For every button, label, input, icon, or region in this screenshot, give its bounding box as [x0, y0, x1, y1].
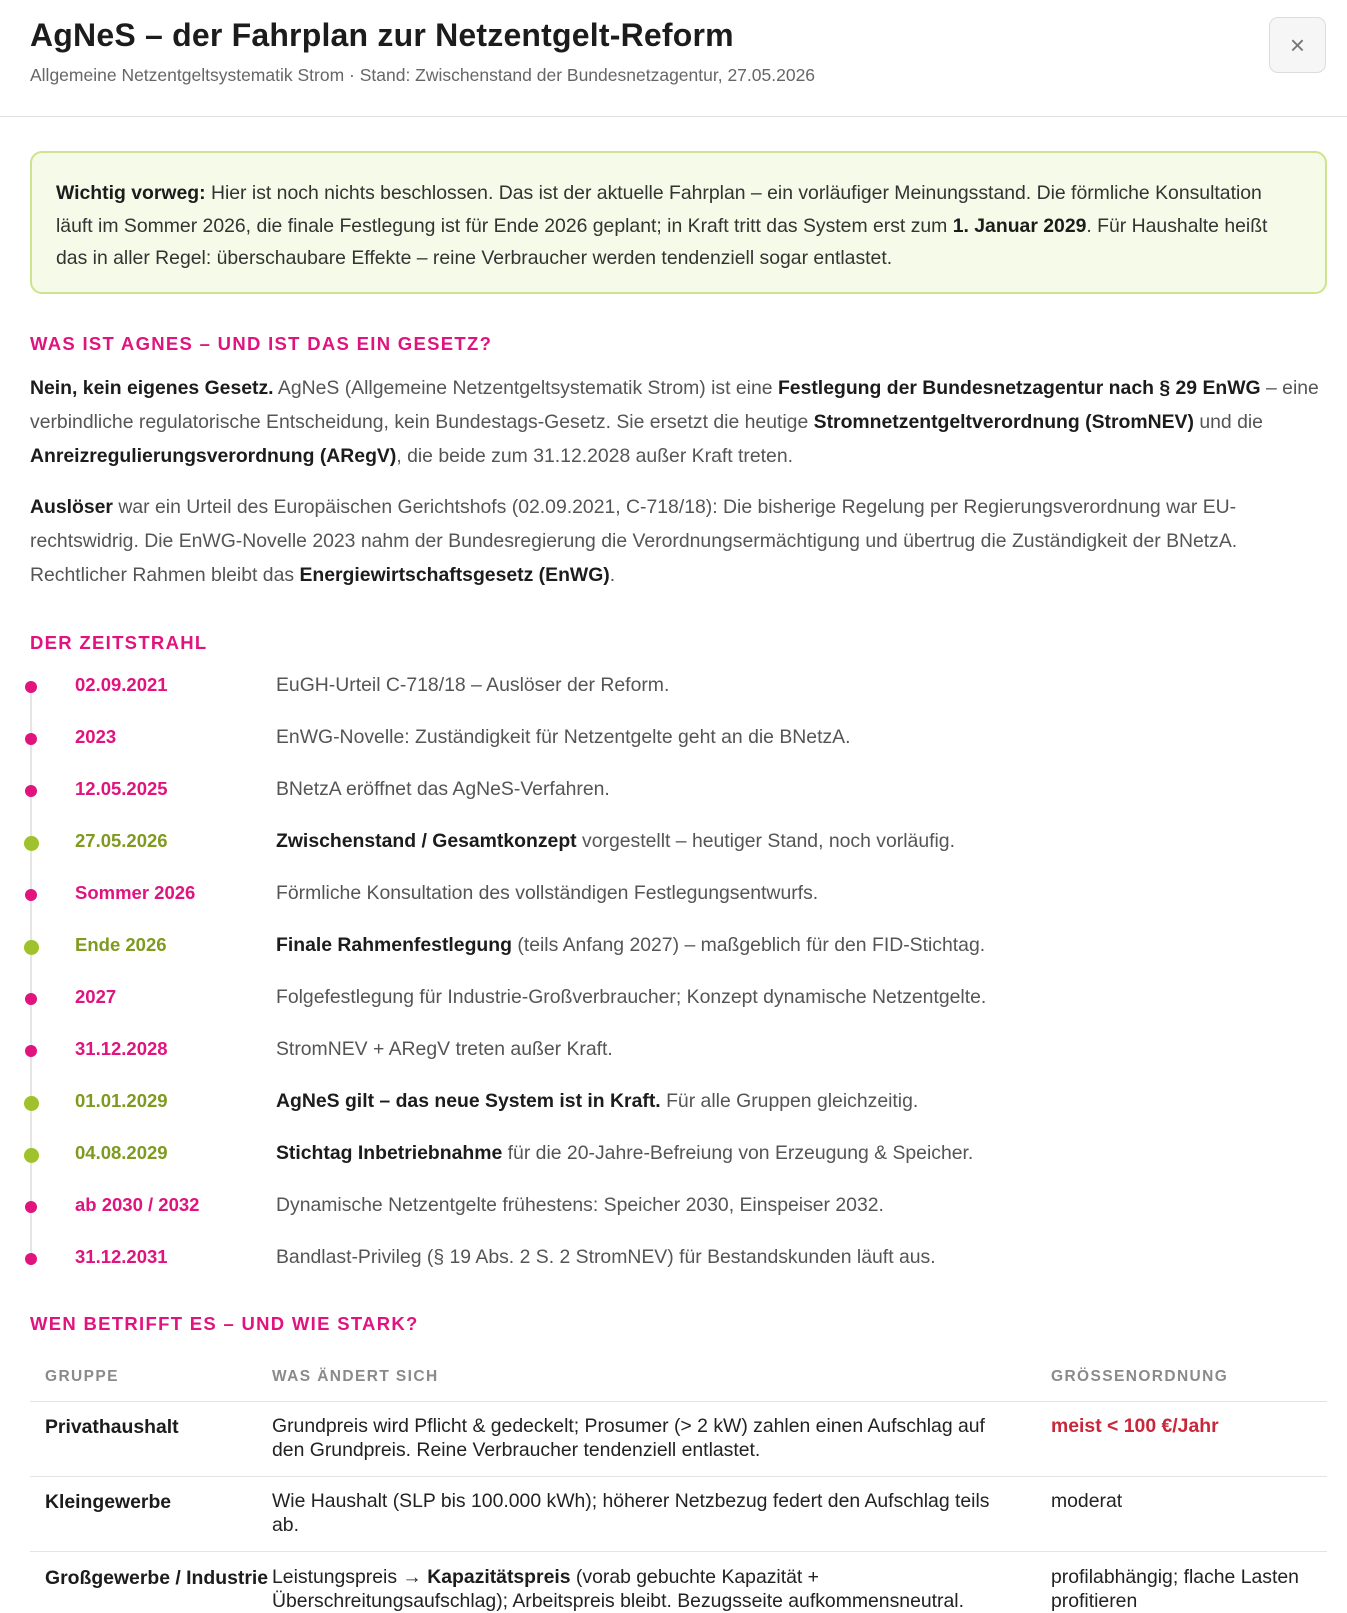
timeline-text: [276, 1142, 973, 1165]
table-row-group: Kleingewerbe: [45, 1491, 172, 1513]
timeline-date: 31.12.2028: [75, 1038, 168, 1059]
para1-bold-2: Festlegung der Bundesnetzagentur nach § 29 EnWG: [777, 377, 1261, 399]
table-divider: [30, 1401, 1327, 1402]
timeline-dot-icon: [25, 889, 37, 901]
table-divider: [30, 1476, 1327, 1477]
timeline-dot-icon: [25, 681, 37, 693]
dialog-header: [0, 0, 1347, 117]
timeline-text-body: EnWG-Novelle: Zuständigkeit für Netzentgelte geht an die BNetzA.: [276, 726, 851, 748]
timeline-text-body: vorgestellt – heutiger Stand, noch vorläufig.: [576, 830, 955, 852]
timeline-item: [0, 983, 1347, 1013]
timeline-dot-icon: [25, 993, 37, 1005]
timeline-dot-icon: [25, 785, 37, 797]
para1-text-4: , die beide zum 31.12.2028 außer Kraft treten.: [396, 445, 793, 467]
timeline-dot-icon: [25, 1201, 37, 1213]
timeline-date: ab 2030 / 2032: [75, 1194, 200, 1215]
timeline-date: 12.05.2025: [75, 778, 168, 799]
timeline-item: [0, 1191, 1347, 1221]
notice-lead: Wichtig vorweg:: [56, 182, 206, 204]
timeline-date: 27.05.2026: [75, 830, 168, 851]
timeline-text-body: (teils Anfang 2027) – maßgeblich für den FID-Stichtag.: [511, 934, 986, 956]
timeline-text: [276, 934, 985, 957]
para1-bold-4: Anreizregulierungsverordnung (ARegV): [30, 445, 397, 467]
table-row-group: Großgewerbe / Industrie: [45, 1567, 269, 1589]
timeline-item: [0, 879, 1347, 909]
table-row-change: Wie Haushalt (SLP bis 100.000 kWh); höherer Netzbezug federt den Aufschlag teils ab.: [272, 1490, 990, 1536]
timeline-text: [276, 778, 610, 801]
table-header-size: GRÖSSENORDNUNG: [1051, 1368, 1229, 1385]
notice-box: [30, 151, 1327, 294]
para1-bold-1: Nein, kein eigenes Gesetz.: [30, 377, 274, 399]
timeline-text-body: StromNEV + ARegV treten außer Kraft.: [276, 1038, 613, 1060]
timeline-text-bold: AgNeS gilt – das neue System ist in Kraft.: [276, 1090, 661, 1112]
page-subtitle: Allgemeine Netzentgeltsystematik Strom · Stand: Zwischenstand der Bundesnetzagentur, 27.05.2026: [30, 65, 816, 85]
timeline-text: [276, 986, 986, 1009]
timeline-line: [30, 686, 32, 1258]
timeline-date: 02.09.2021: [75, 674, 168, 695]
para2-bold-2: Energiewirtschaftsgesetz (EnWG): [299, 564, 610, 586]
timeline-item: [0, 1035, 1347, 1065]
timeline-item: [0, 1087, 1347, 1117]
timeline-dot-icon: [25, 1253, 37, 1265]
timeline-text: [276, 830, 955, 853]
timeline-date: Ende 2026: [75, 934, 167, 955]
timeline-text-body: Dynamische Netzentgelte frühestens: Speicher 2030, Einspeiser 2032.: [276, 1194, 884, 1216]
timeline-text-bold: Stichtag Inbetriebnahme: [276, 1142, 503, 1164]
timeline-text-body: BNetzA eröffnet das AgNeS-Verfahren.: [276, 778, 610, 800]
timeline-dot-icon: [25, 733, 37, 745]
timeline-date: 2027: [75, 986, 117, 1007]
page-title: AgNeS – der Fahrplan zur Netzentgelt-Reform: [30, 17, 734, 53]
para2-bold-1: Auslöser: [30, 496, 113, 518]
section-heading-what-is-agnes: WAS IST AGNES – UND IST DAS EIN GESETZ?: [30, 333, 493, 354]
timeline-text-bold: Zwischenstand / Gesamtkonzept: [276, 830, 577, 852]
para2-text-1: war ein Urteil des Europäischen Gerichtshofs (02.09.2021, C-718/18): Die bisherige Regelung per Regierungsverordnung war EU-rechtswidrig. Die EnWG-Novelle 2023 nahm der Bundesregierung die Verordnungsermächtigung und übertrug die Zuständigkeit der BNetzA. Rechtlicher Rahmen bleibt das: [30, 496, 1238, 586]
timeline-date: 04.08.2029: [75, 1142, 168, 1163]
timeline-dot-icon: [24, 1148, 39, 1163]
para1-text-3: und die: [1193, 411, 1263, 433]
timeline-dot-icon: [24, 940, 39, 955]
timeline-dot-icon: [24, 1096, 39, 1111]
paragraph-not-a-law: [30, 371, 1330, 473]
timeline-date: 31.12.2031: [75, 1246, 168, 1267]
timeline-item: [0, 775, 1347, 805]
timeline-text-body: Folgefestlegung für Industrie-Großverbraucher; Konzept dynamische Netzentgelte.: [276, 986, 987, 1008]
close-button[interactable]: [1269, 17, 1326, 73]
timeline-item: [0, 723, 1347, 753]
timeline-text-bold: Finale Rahmenfestlegung: [276, 934, 512, 956]
timeline-item: [0, 827, 1347, 857]
notice-date: 1. Januar 2029: [952, 214, 1087, 237]
timeline-date: 01.01.2029: [75, 1090, 168, 1111]
timeline-text: [276, 1090, 918, 1113]
table-row-change: Grundpreis wird Pflicht & gedeckelt; Prosumer (> 2 kW) zahlen einen Aufschlag auf den Grundpreis. Reine Verbraucher tendenziell entlastet.: [272, 1415, 985, 1461]
para1-text-1: AgNeS (Allgemeine Netzentgeltsystematik Strom) ist eine: [273, 377, 778, 399]
timeline-text: [276, 1038, 613, 1061]
para2-text-2: .: [609, 564, 616, 586]
timeline-dot-icon: [24, 836, 39, 851]
table-row-size: meist < 100 €/Jahr: [1051, 1415, 1219, 1437]
paragraph-trigger: [30, 490, 1330, 592]
timeline-date: Sommer 2026: [75, 882, 196, 903]
timeline-text-body: für die 20-Jahre-Befreiung von Erzeugung & Speicher.: [502, 1142, 974, 1164]
timeline-text: [276, 1246, 936, 1269]
timeline-date: 2023: [75, 726, 117, 747]
timeline-item: [0, 1139, 1347, 1169]
timeline-item: [0, 671, 1347, 701]
para1-text-2: – eine verbindliche regulatorische Entscheidung, kein Bundestags-Gesetz. Sie ersetzt die heutige: [30, 377, 1319, 433]
notice-text-1: Hier ist noch nichts beschlossen. Das ist der aktuelle Fahrplan – ein vorläufiger Meinungsstand. Die förmliche Konsultation läuft im Sommer 2026, die finale Festlegung ist für Ende 2026 geplant; in Kraft tritt das System erst zum: [56, 182, 1262, 237]
table-row-size: profilabhängig; flache Lasten profitieren: [1051, 1566, 1299, 1612]
section-heading-impact: WEN BETRIFFT ES – UND WIE STARK?: [30, 1313, 419, 1334]
notice-text-2: . Für Haushalte heißt das in aller Regel: überschaubare Effekte – reine Verbraucher werden tendenziell sogar entlastet.: [56, 214, 1268, 269]
timeline-text-body: Bandlast-Privileg (§ 19 Abs. 2 S. 2 StromNEV) für Bestandskunden läuft aus.: [276, 1246, 936, 1268]
section-heading-timeline: DER ZEITSTRAHL: [30, 632, 208, 653]
table-divider: [30, 1551, 1327, 1552]
para1-bold-3: Stromnetzentgeltverordnung (StromNEV): [813, 411, 1194, 433]
timeline-item: [0, 931, 1347, 961]
table-header-group: GRUPPE: [45, 1368, 119, 1385]
table-row-group: Privathaushalt: [45, 1416, 179, 1438]
timeline-text: [276, 882, 818, 905]
timeline-text: [276, 674, 669, 697]
timeline-text-body: EuGH-Urteil C-718/18 – Auslöser der Reform.: [276, 674, 670, 696]
timeline-text-body: Förmliche Konsultation des vollständigen Festlegungsentwurfs.: [276, 882, 819, 904]
timeline-text: [276, 726, 850, 749]
timeline-text: [276, 1194, 884, 1217]
timeline-dot-icon: [25, 1045, 37, 1057]
timeline-item: [0, 1243, 1347, 1273]
table-row-change: Leistungspreis → Kapazitätspreis (vorab gebuchte Kapazität + Überschreitungsaufschlag); Arbeitspreis bleibt. Bezugsseite aufkommensneutral.: [272, 1566, 964, 1612]
close-icon[interactable]: ×: [1289, 29, 1306, 60]
table-header-change: WAS ÄNDERT SICH: [272, 1368, 439, 1385]
table-row-size: moderat: [1051, 1490, 1123, 1512]
timeline-text-body: Für alle Gruppen gleichzeitig.: [660, 1090, 919, 1112]
